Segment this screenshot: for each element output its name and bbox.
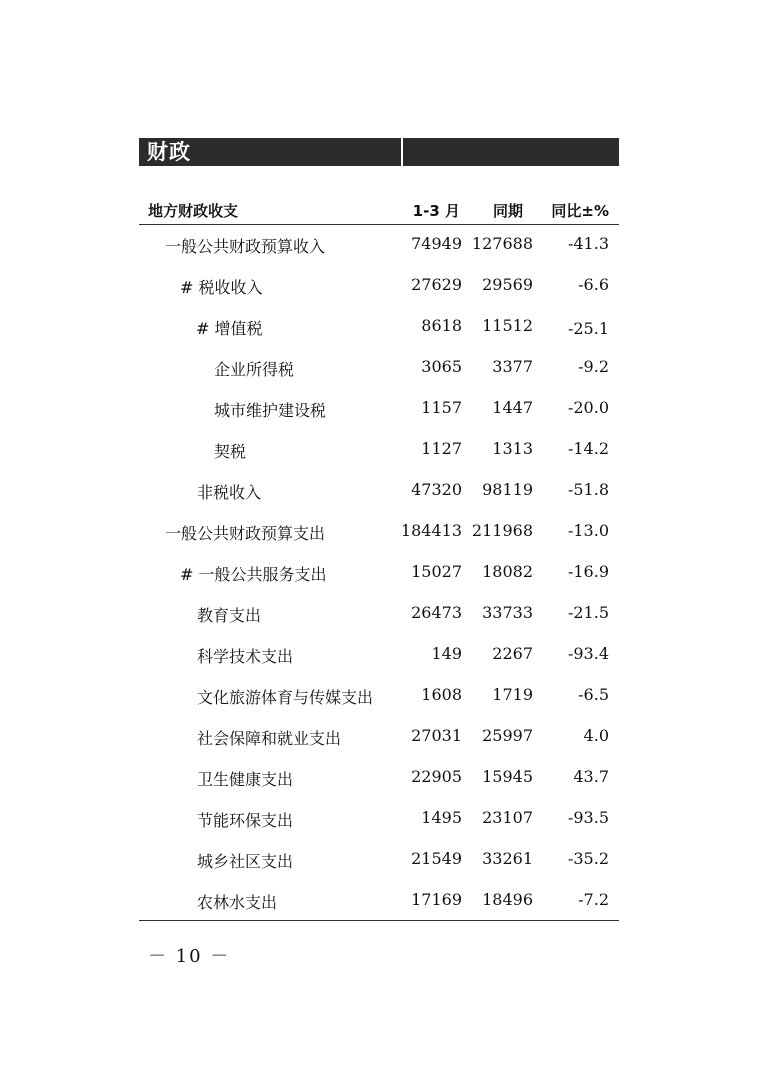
table-row — [139, 478, 619, 502]
row-prior: 18496 — [482, 890, 533, 909]
table-row — [139, 273, 619, 297]
table-row — [139, 683, 619, 707]
row-change: -41.3 — [567, 234, 609, 253]
row-change: -7.2 — [578, 890, 609, 909]
row-prior: 1447 — [492, 398, 533, 417]
row-prior: 33261 — [482, 849, 533, 868]
row-label: 契税 — [214, 442, 247, 461]
row-label: # 增值税 — [196, 319, 263, 338]
row-change: -93.5 — [567, 808, 609, 827]
row-current: 1495 — [421, 808, 462, 827]
row-current: 8618 — [421, 316, 462, 335]
row-current: 27629 — [411, 275, 462, 294]
row-change: -93.4 — [567, 644, 609, 663]
section-banner — [139, 138, 619, 166]
table-row — [139, 724, 619, 748]
row-prior: 98119 — [482, 480, 533, 499]
table-row — [139, 314, 619, 338]
row-label: 文化旅游体育与传媒支出 — [197, 688, 374, 707]
row-change: -25.1 — [567, 319, 609, 338]
row-label: 农林水支出 — [197, 893, 278, 912]
row-prior: 211968 — [471, 521, 533, 540]
table-row — [139, 560, 619, 584]
row-label: 社会保障和就业支出 — [197, 729, 342, 748]
row-prior: 3377 — [492, 357, 533, 376]
table-row — [139, 888, 619, 912]
row-current: 15027 — [411, 562, 462, 581]
table-header — [139, 196, 619, 225]
row-label: 一般公共财政预算收入 — [165, 237, 326, 256]
row-label: 节能环保支出 — [197, 811, 294, 830]
table-bottom-rule — [139, 920, 619, 921]
row-current: 27031 — [411, 726, 462, 745]
table-row — [139, 519, 619, 543]
banner-divider — [401, 138, 403, 166]
header-prior-period: 同期 — [492, 202, 523, 220]
row-prior: 2267 — [492, 644, 533, 663]
row-change: -14.2 — [567, 439, 609, 458]
row-current: 21549 — [411, 849, 462, 868]
row-current: 22905 — [411, 767, 462, 786]
table-row — [139, 765, 619, 789]
row-current: 26473 — [411, 603, 462, 622]
row-prior: 25997 — [482, 726, 533, 745]
table-row — [139, 355, 619, 379]
row-label: 教育支出 — [197, 606, 262, 625]
table-row — [139, 232, 619, 256]
row-prior: 1313 — [492, 439, 533, 458]
table-row — [139, 437, 619, 461]
row-label: 一般公共财政预算支出 — [165, 524, 326, 543]
table-row — [139, 601, 619, 625]
row-label: 城市维护建设税 — [214, 401, 327, 420]
section-title: 财政 — [147, 140, 191, 164]
row-prior: 1719 — [492, 685, 533, 704]
row-prior: 11512 — [482, 316, 533, 335]
row-current: 74949 — [411, 234, 462, 253]
row-label: # 税收收入 — [180, 278, 263, 297]
row-change: -16.9 — [567, 562, 609, 581]
page-number: － 10 － — [148, 946, 231, 967]
row-label: 城乡社区支出 — [197, 852, 294, 871]
header-yoy-change: 同比±% — [551, 202, 609, 220]
row-prior: 23107 — [482, 808, 533, 827]
row-change: -6.6 — [578, 275, 609, 294]
row-change: -13.0 — [567, 521, 609, 540]
row-prior: 127688 — [471, 234, 533, 253]
row-label: 企业所得税 — [214, 360, 295, 379]
table-row — [139, 806, 619, 830]
row-change: -6.5 — [578, 685, 609, 704]
row-label: 科学技术支出 — [197, 647, 294, 666]
row-current: 1157 — [421, 398, 462, 417]
row-change: -21.5 — [567, 603, 609, 622]
row-current: 149 — [431, 644, 462, 663]
row-current: 1127 — [421, 439, 462, 458]
header-current-period: 1-3 月 — [412, 202, 460, 220]
row-change: -9.2 — [578, 357, 609, 376]
row-current: 1608 — [421, 685, 462, 704]
row-current: 184413 — [400, 521, 462, 540]
row-prior: 29569 — [482, 275, 533, 294]
row-prior: 15945 — [482, 767, 533, 786]
row-current: 3065 — [421, 357, 462, 376]
row-current: 47320 — [411, 480, 462, 499]
table-row — [139, 396, 619, 420]
row-label: # 一般公共服务支出 — [180, 565, 327, 584]
header-name: 地方财政收支 — [148, 202, 239, 220]
row-change: -20.0 — [567, 398, 609, 417]
row-prior: 18082 — [482, 562, 533, 581]
row-current: 17169 — [411, 890, 462, 909]
table-row — [139, 642, 619, 666]
row-label: 非税收入 — [197, 483, 262, 502]
row-change: 4.0 — [583, 726, 609, 745]
row-prior: 33733 — [482, 603, 533, 622]
row-change: -35.2 — [567, 849, 609, 868]
row-change: -51.8 — [567, 480, 609, 499]
row-label: 卫生健康支出 — [197, 770, 294, 789]
row-change: 43.7 — [573, 767, 609, 786]
table-row — [139, 847, 619, 871]
